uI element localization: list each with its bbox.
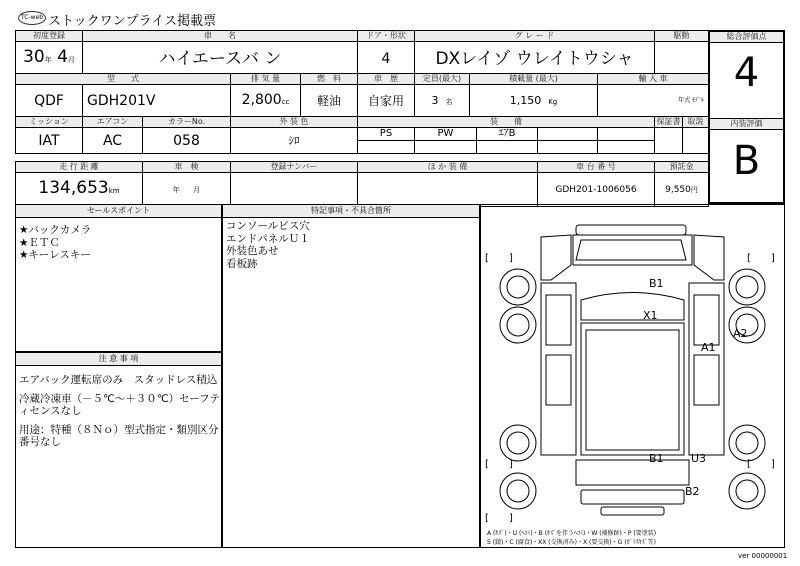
notes-title: 注 意 事 項 — [16, 353, 221, 366]
import-value: 年式 ﾓﾃﾞﾙ — [598, 85, 709, 118]
equipment-3: ｴｱB — [477, 128, 538, 141]
model-value: GDH201V — [83, 85, 231, 118]
legend-line-2: S (錆)・C (腐食)・XX (交換済み)・X (要交換)・G (ｶﾞﾗｽｷｽﾞ等) — [487, 539, 656, 546]
label-warranty: 保証書 — [656, 117, 681, 126]
load-value: 1,150 Kg — [470, 85, 598, 118]
special-note-4: 看板跡 — [226, 257, 258, 270]
label-mission: ミッション — [16, 117, 83, 128]
mission-value: IAT — [16, 128, 83, 154]
svg-text:]: ] — [509, 253, 513, 264]
svg-text:]: ] — [509, 513, 513, 524]
overall-score: 4 — [733, 50, 760, 96]
capacity-value: 3 名 — [415, 85, 470, 118]
damage-mark-b1-rear: B1 — [649, 452, 664, 465]
equipment-blank-1 — [358, 141, 415, 154]
sales-points-panel — [15, 204, 222, 352]
history-value: 自家用 — [358, 85, 415, 118]
equipment-1: PS — [358, 128, 415, 141]
color-no-value: 058 — [143, 128, 231, 154]
row2-table — [15, 73, 709, 118]
plate-value — [231, 173, 358, 207]
equipment-blank-2 — [415, 141, 477, 154]
note-1: エアバック運転席のみ スタッドレス積込 — [19, 374, 218, 386]
label-grade: グ レ ー ド — [415, 31, 655, 42]
label-fuel: 燃 料 — [301, 74, 358, 85]
mileage-value: 134,653km — [16, 173, 143, 207]
label-displacement: 排 気 量 — [231, 74, 301, 85]
equipment-5 — [598, 128, 655, 141]
special-note-3: 外装色あせ — [226, 245, 279, 257]
manual-value — [683, 128, 709, 154]
version-label: ver 00000001 — [738, 552, 788, 560]
svg-text:]: ] — [509, 459, 513, 470]
damage-mark-x1: X1 — [643, 309, 658, 322]
label-history: 車 歴 — [358, 74, 415, 85]
equipment-2: PW — [415, 128, 477, 141]
document-title: ストックワンプライス掲載票 — [48, 14, 217, 29]
label-price: 預託金 — [655, 162, 709, 173]
row1-table — [15, 30, 709, 76]
label-color-no: カラーNo. — [143, 117, 231, 128]
label-drive: 駆動 — [655, 31, 709, 42]
fuel-value: 軽油 — [301, 85, 358, 118]
interior-score: B — [732, 138, 761, 184]
grade-value: DXレイゾ ウレイトウシャ — [415, 42, 655, 76]
equipment-blank-3 — [477, 141, 538, 154]
tc-web-logo: TC-web — [18, 11, 46, 25]
note-2: 冷蔵冷凍車（－５℃～＋３０℃）セーフティセンスなし — [19, 392, 221, 417]
label-chassis: 車 台 番 号 — [538, 162, 655, 173]
label-equipment: 装 備 — [358, 117, 655, 128]
label-plate: 登録ナンバー — [231, 162, 358, 173]
label-other-equipment: ほ か 装 備 — [358, 162, 538, 173]
label-model: 型 式 — [16, 74, 231, 85]
chassis-value: GDH201-1006056 — [538, 173, 655, 207]
sales-points-title: セールスポイント — [16, 205, 221, 218]
svg-text:]: ] — [771, 459, 775, 470]
car-diagram — [481, 205, 784, 547]
svg-text:[: [ — [485, 253, 489, 264]
notes-panel — [15, 352, 222, 548]
row4-table — [15, 161, 709, 207]
label-door: ドア・形状 — [358, 31, 415, 42]
special-note-2: エンドパネルＵ１ — [226, 232, 310, 245]
svg-text:[: [ — [747, 253, 751, 264]
label-import: 輸 入 車 — [598, 74, 709, 85]
equipment-blank-5 — [598, 141, 655, 154]
svg-text:[: [ — [485, 513, 489, 524]
damage-mark-u3: U3 — [691, 452, 707, 465]
equipment-blank-4 — [538, 141, 598, 154]
svg-text:[: [ — [747, 459, 751, 470]
price-value: 9,550円 — [655, 173, 709, 207]
svg-text:]: ] — [771, 253, 775, 264]
label-capacity: 定員(最大) — [415, 74, 470, 85]
sales-point-1: ★バックカメラ — [19, 224, 92, 236]
label-interior: 内装評価 — [710, 118, 783, 130]
equipment-4 — [538, 128, 598, 141]
other-equipment-value — [358, 173, 538, 207]
legend-line-1: A (ｷｽﾞ)・U (ﾍｺﾐ)・B (ｷｽﾞを伴うﾍｺﾐ)・W (補修跡)・P (要塗装) — [487, 530, 657, 537]
svg-text:[: [ — [485, 459, 489, 470]
first-registration: 30年 4月 — [16, 42, 83, 76]
displacement-value: 2,800cc — [231, 85, 301, 118]
row3-table — [15, 116, 709, 154]
model-prefix: QDF — [16, 85, 83, 118]
drive-value — [655, 42, 709, 76]
label-mileage: 走 行 距 離 — [16, 162, 143, 173]
label-overall: 総合評価点 — [710, 32, 783, 43]
special-notes-panel — [222, 204, 480, 548]
damage-mark-a1: A1 — [701, 341, 716, 354]
label-first-reg: 初度登録 — [16, 31, 83, 42]
label-load: 積載量 (最大) — [470, 74, 598, 85]
car-name: ハイエースバ ン — [83, 42, 358, 76]
aircon-value: AC — [83, 128, 143, 154]
label-inspection: 車 検 — [143, 162, 231, 173]
label-exterior: 外 装 色 — [231, 117, 358, 128]
sales-point-3: ★キーレスキー — [19, 249, 91, 261]
label-manual: 取説 — [683, 117, 709, 128]
inspection-value: 年 月 — [143, 173, 231, 207]
note-3: 用途：特種（８Ｎｏ）型式指定・類別区分番号なし — [19, 423, 219, 448]
label-aircon: エアコン — [83, 117, 143, 128]
exterior-value: ｼﾛ — [231, 128, 358, 154]
special-notes-title: 特記事項・不具合箇所 — [223, 205, 479, 218]
label-car-name: 車 名 — [83, 31, 358, 42]
damage-mark-b1-top: B1 — [649, 277, 664, 290]
car-diagram-panel — [480, 204, 785, 548]
damage-mark-b2: B2 — [685, 485, 700, 498]
header — [0, 0, 800, 30]
damage-mark-a2: A2 — [733, 327, 748, 340]
score-box — [708, 30, 785, 204]
sales-point-2: ★ＥＴＣ — [19, 236, 60, 249]
warranty-value — [655, 128, 683, 154]
door-value: 4 — [358, 42, 415, 76]
special-note-1: コンソールビス穴 — [226, 220, 310, 232]
